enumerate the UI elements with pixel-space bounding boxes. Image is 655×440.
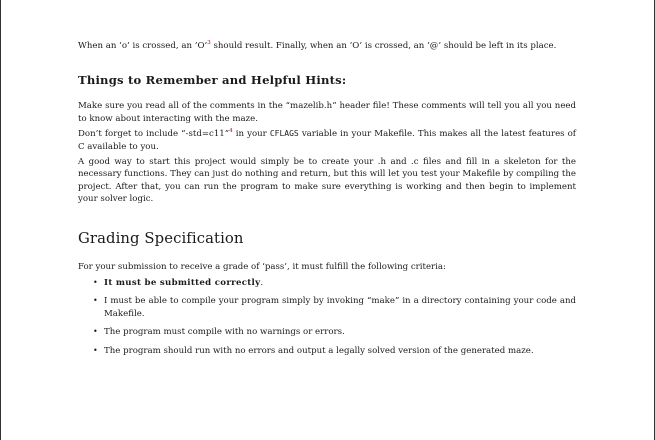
bullet-icon: • [93, 327, 98, 337]
bullet-icon: • [93, 278, 98, 288]
grading-intro: For your submission to receive a grade of ‘pass’, it must fulfill the following criteria: [78, 261, 446, 272]
document-page [78, 40, 576, 357]
page-edge-left [0, 0, 1, 440]
list-item: • I must be able to compile your program simply by invoking “make” in a directory containing your code and Makefile. [93, 296, 576, 319]
hints-paragraph-std: Don’t forget to include “-std=c11”$^4$ in your CFLAGS variable in your Makefile. This makes all the latest features of C available to you. [78, 128, 576, 152]
footnote-ref-3[interactable]: 3 [207, 40, 211, 46]
cflags-code: CFLAGS [269, 129, 299, 139]
list-item: • It must be submitted correctly. [93, 278, 264, 289]
hints-paragraph-skeleton: A good way to start this project would simply be to create your .h and .c files and fill in a skeleton for the necessary functions. They can just do nothing and return, but this will let you test your Makefile by compiling the project. After that, you can run the program to make sure everything is working and then begin to implement your solver logic. [78, 157, 576, 205]
list-item: • The program should run with no errors and output a legally solved version of the generated maze. [93, 345, 534, 356]
intro-paragraph: When an ’o’ is crossed, an ’O’$^3$ should result. Finally, when an ’O’ is crossed, an ’@’ should be left in its place. [78, 40, 557, 51]
criteria-list [78, 277, 576, 357]
hints-heading: Things to Remember and Helpful Hints: [78, 73, 347, 88]
bullet-icon: • [93, 296, 98, 306]
grading-heading: Grading Specification [78, 229, 244, 247]
hints-paragraph-mazelib: Make sure you read all of the comments in the “mazelib.h” header file! These comments will tell you all you need to know about interacting with the maze. [78, 101, 576, 124]
footnote-ref-4[interactable]: 4 [229, 128, 233, 135]
list-item: • The program must compile with no warnings or errors. [93, 327, 345, 338]
bullet-icon: • [93, 345, 98, 355]
